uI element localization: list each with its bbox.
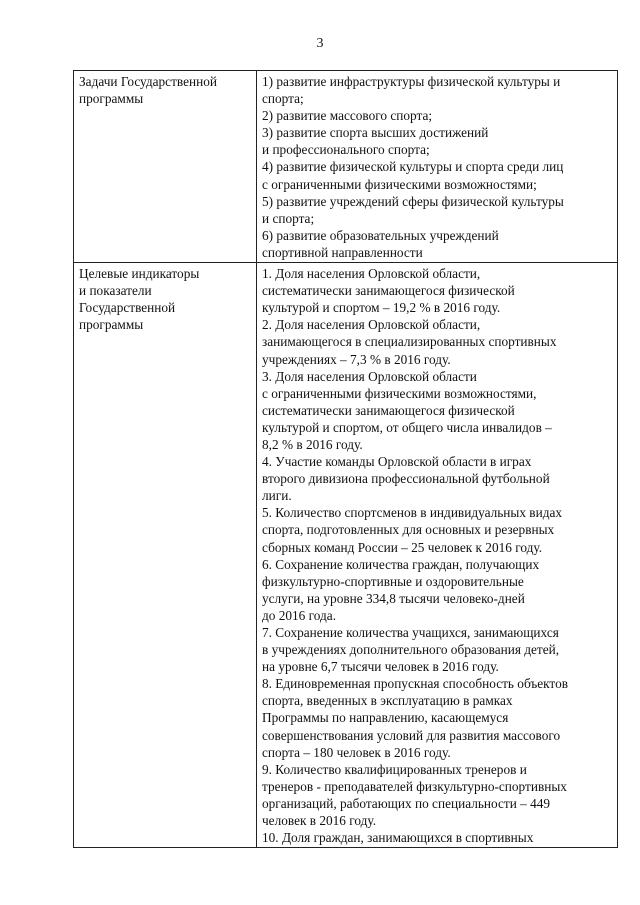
content-line: с ограниченными физическими возможностями, [262,385,537,401]
label-line: программы [79,91,144,107]
content-line: Программы по направлению, касающемуся [262,710,509,726]
label-line: Целевые индикаторы [79,266,200,282]
content-line: спорта; [262,91,304,107]
content-line: в учреждениях дополнительного образования детей, [262,642,560,658]
content-line: 8,2 % в 2016 году. [262,436,363,452]
content-line: спорта, введенных в эксплуатацию в рамках [262,693,513,709]
content-line: спорта – 180 человек в 2016 году. [262,744,451,760]
label-line: Задачи Государственной [79,74,217,89]
label-line: программы [79,317,144,333]
content-line: услуги, на уровне 334,8 тысячи человеко-дней [262,590,525,606]
content-line: 2) развитие массового спорта; [262,108,433,124]
content-line: тренеров - преподавателей физкультурно-спортивных [262,778,567,794]
content-line: совершенствования условий для развития массового [262,727,561,743]
row-label-tasks [74,71,257,263]
content-line: 5. Количество спортсменов в индивидуальных видах [262,505,563,521]
table-row [74,263,618,848]
program-passport-table [73,70,618,848]
content-line: 3) развитие спорта высших достижений [262,125,489,141]
content-line: 1. Доля населения Орловской области, [262,266,481,282]
content-line: 2. Доля населения Орловской области, [262,317,481,333]
content-line: 4. Участие команды Орловской области в играх [262,454,532,470]
content-line: спортивной направленности [262,244,423,260]
content-line: организаций, работающих по специальности – 449 [262,795,551,811]
content-line: 6) развитие образовательных учреждений [262,227,499,243]
content-line: занимающегося в специализированных спортивных [262,334,557,350]
content-line: систематически занимающегося физической [262,402,515,418]
row-label-indicators [74,263,257,848]
row-content-indicators [257,263,618,848]
content-line: второго дивизиона профессиональной футбольной [262,471,550,487]
table-row [74,71,618,263]
content-line: с ограниченными физическими возможностями; [262,176,537,192]
content-line: 3. Доля населения Орловской области [262,368,477,384]
page-number: 3 [316,36,324,51]
row-content-tasks [257,71,618,263]
content-line: сборных команд России – 25 человек к 2016 году. [262,539,543,555]
content-line: учреждениях – 7,3 % в 2016 году. [262,351,451,367]
content-line: спорта, подготовленных для основных и резервных [262,522,555,538]
content-line: 1) развитие инфраструктуры физической культуры и [262,74,561,89]
content-line: 7. Сохранение количества учащихся, занимающихся [262,625,559,640]
label-line: Государственной [79,300,176,316]
content-line: систематически занимающегося физической [262,283,515,299]
content-line: 5) развитие учреждений сферы физической культуры [262,193,564,209]
content-line: 10. Доля граждан, занимающихся в спортивных [262,830,534,846]
content-line: человек в 2016 году. [262,813,377,829]
content-line: 4) развитие физической культуры и спорта среди лиц [262,159,564,175]
content-line: лиги. [262,488,292,504]
content-line: 6. Сохранение количества граждан, получающих [262,556,540,572]
content-line: и спорта; [262,210,315,226]
content-line: на уровне 6,7 тысячи человек в 2016 году. [262,659,499,675]
content-line: физкультурно-спортивные и оздоровительные [262,573,524,589]
content-line: до 2016 года. [262,607,337,623]
content-line: культурой и спортом – 19,2 % в 2016 году. [262,300,501,316]
content-line: культурой и спортом, от общего числа инвалидов – [262,419,552,435]
content-line: 8. Единовременная пропускная способность объектов [262,676,568,692]
content-line: и профессионального спорта; [262,142,430,158]
label-line: и показатели [79,283,152,299]
content-line: 9. Количество квалифицированных тренеров и [262,761,527,777]
